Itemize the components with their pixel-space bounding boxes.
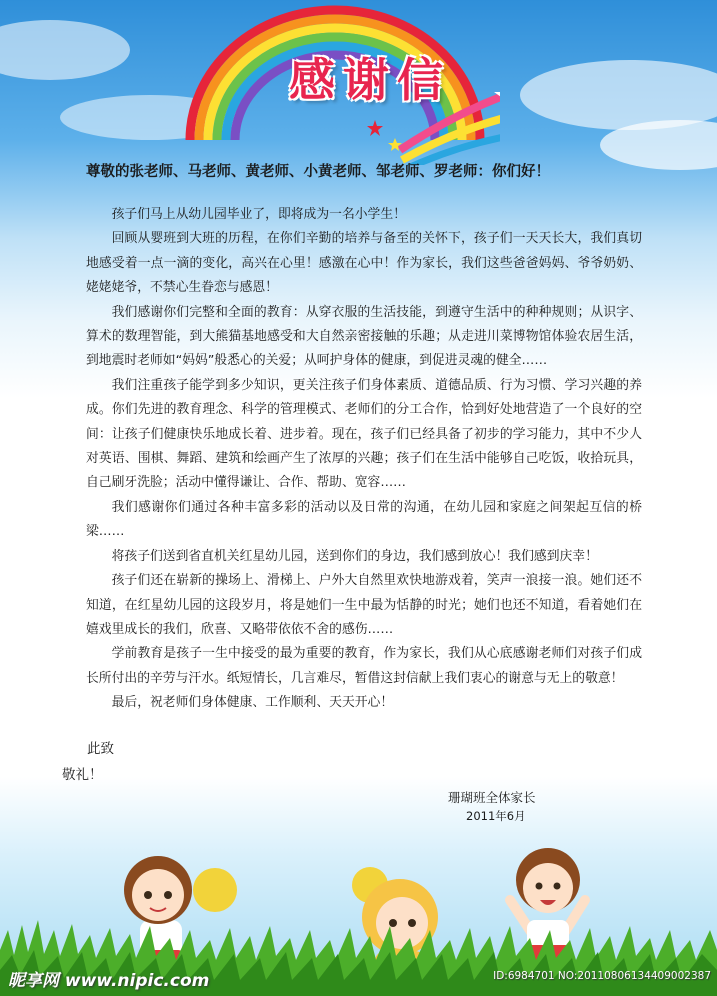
page-title <box>255 42 485 112</box>
letter-date: 2011年6月 <box>466 809 526 823</box>
paragraph: 将孩子们送到省直机关红星幼儿园，送到你们的身边，我们感到放心！我们感到庆幸！ <box>111 548 598 564</box>
paragraph: 我们注重孩子能学到多少知识，更关注孩子们身体素质、道德品质、行为习惯、学习兴趣的养成。你们先进的教育理念、科学的管理模式、老师们的分工合作，恰到好处地营造了一个良好的空间：让孩子们健康快乐地成长着、进步着。现在，孩子们已经具备了初步的学习能力，其中不少人对英语、围棋、舞蹈、建筑和绘画产生了浓厚的兴趣；孩子们在生活中能够自己吃饭，收拾玩具，自己刷牙洗脸；活动中懂得谦让、合作、帮助、宽容…… <box>86 377 642 491</box>
star-icon <box>367 120 383 136</box>
cloud-decoration <box>0 20 130 80</box>
site-logo: 昵享网 www.nipic.com <box>8 971 210 991</box>
paragraph: 孩子们马上从幼儿园毕业了，即将成为一名小学生！ <box>111 207 406 222</box>
closing-salute: 敬礼！ <box>62 767 103 783</box>
title-text: 感谢信 <box>289 53 451 107</box>
paragraph: 回顾从婴班到大班的历程，在你们辛勤的培养与备至的关怀下，孩子们一天天长大，我们真切地感受着一点一滴的变化，高兴在心里！感激在心中！作为家长，我们这些爸爸妈妈、爷爷奶奶、姥姥姥爷，不禁心生眷恋与感恩！ <box>86 231 642 296</box>
signature: 珊瑚班全体家长 <box>448 790 536 805</box>
paragraph: 学前教育是孩子一生中接受的最为重要的教育，作为家长，我们从心底感谢老师们对孩子们成长所付出的辛劳与汗水。纸短情长，几言难尽，暂借这封信献上我们衷心的谢意与无上的敬意！ <box>86 646 642 686</box>
salutation: 尊敬的张老师、马老师、黄老师、小黄老师、邹老师、罗老师：你们好！ <box>86 164 550 180</box>
letter-body <box>86 203 642 716</box>
paragraph: 孩子们还在崭新的操场上、滑梯上、户外大自然里欢快地游戏着，笑声一浪接一浪。她们还不知道，在红星幼儿园的这段岁月，将是她们一生中最为恬静的时光；她们也还不知道，看着她们在嬉戏里成长的我们，欣喜、又略带依依不舍的感伤…… <box>86 573 642 637</box>
paragraph: 我们感谢你们完整和全面的教育：从穿衣服的生活技能，到遵守生活中的种种规则；从识字、算术的数理智能，到大熊猫基地感受和大自然亲密接触的乐趣；从走进川菜博物馆体验农居生活，到地震时老师如“妈妈”般悉心的关爱；从呵护身体的健康，到促进灵魂的健全…… <box>86 304 642 369</box>
closing-line: 此致 <box>87 741 114 757</box>
image-id-watermark: ID:6984701 NO:20110806134409002387 <box>493 970 711 982</box>
paragraph: 我们感谢你们通过各种丰富多彩的活动以及日常的沟通，在幼儿园和家庭之间架起互信的桥梁…… <box>86 499 642 540</box>
paragraph: 最后，祝老师们身体健康、工作顺利、天天开心！ <box>111 695 394 711</box>
